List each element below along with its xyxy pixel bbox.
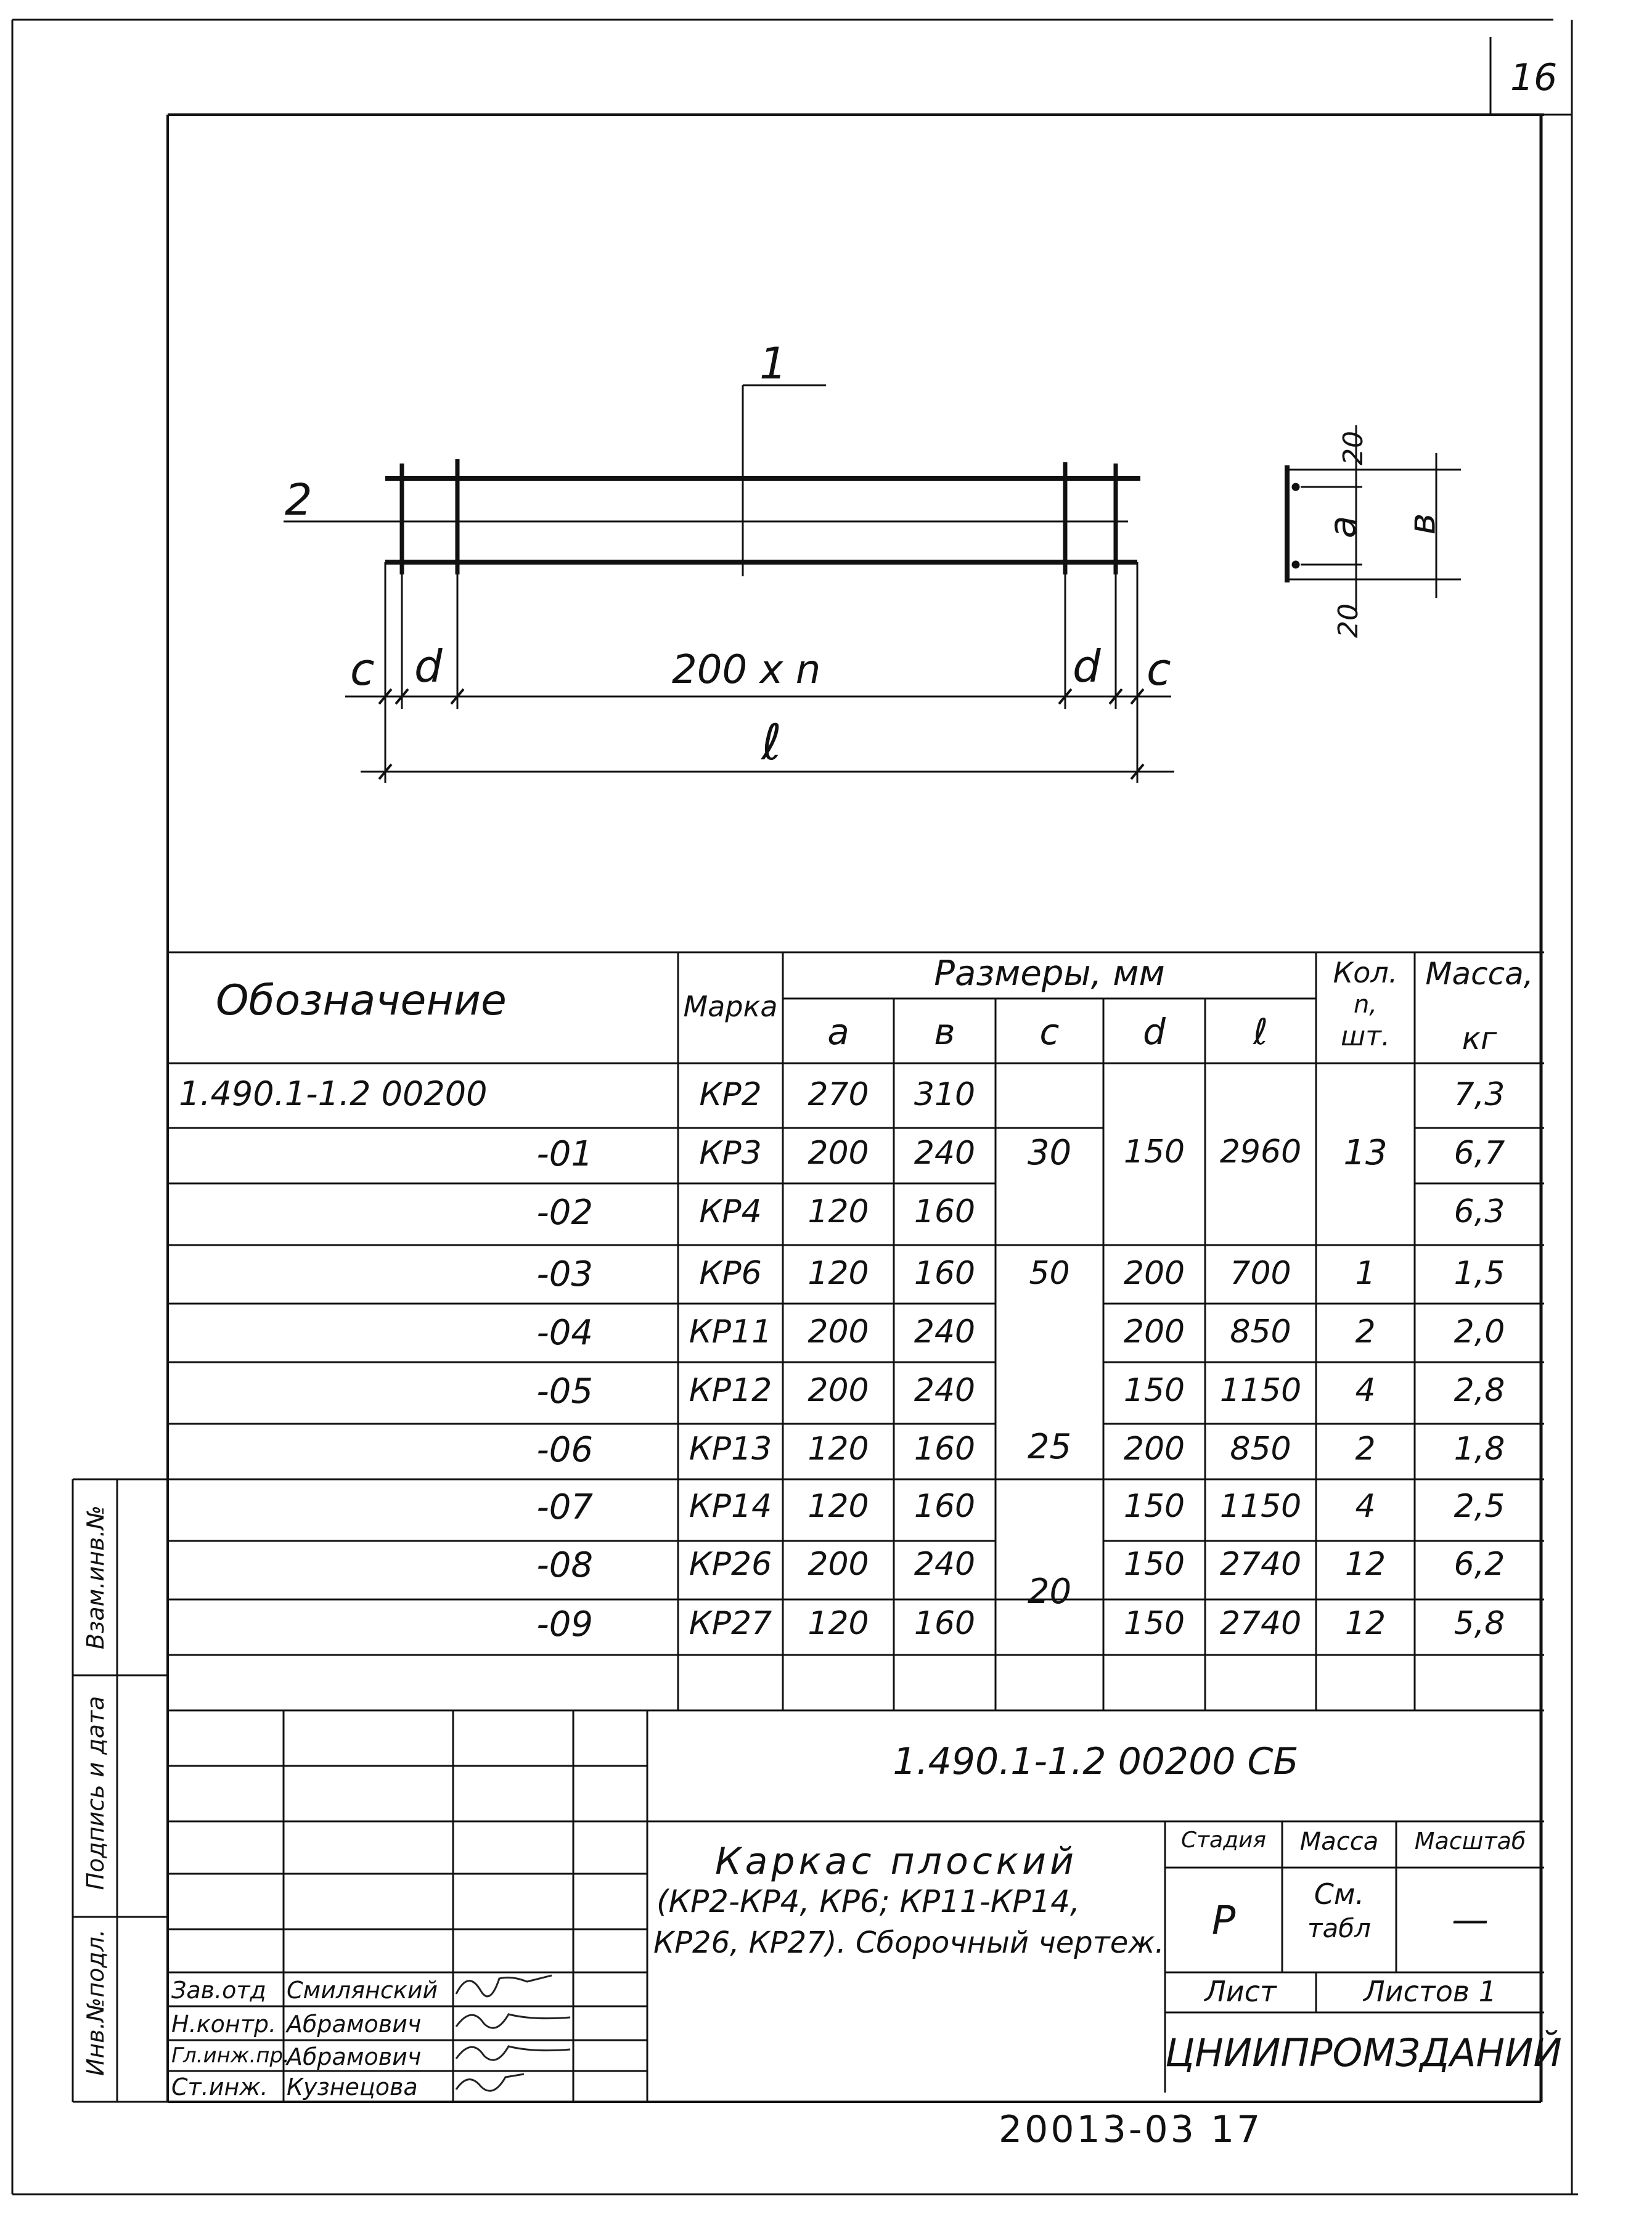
row-l: 1150 [1219, 1488, 1302, 1525]
header-mass-1: Масса, [1425, 956, 1534, 992]
row-n: 2 [1355, 1431, 1376, 1468]
header-count-1: Кол. [1333, 956, 1398, 989]
row-a: 120 [808, 1605, 869, 1642]
row-l: 850 [1230, 1431, 1291, 1468]
header-sizes: Размеры, мм [934, 954, 1165, 994]
stamp-sign-date: Подпись и дата [82, 1696, 109, 1890]
mass-value-2: табл [1307, 1913, 1371, 1943]
dim-d-right: d [1073, 640, 1101, 692]
row-a: 120 [808, 1431, 869, 1468]
row-l: 2740 [1219, 1605, 1302, 1642]
row-mass: 6,2 [1454, 1546, 1505, 1583]
row-designation: -09 [536, 1604, 593, 1644]
row-designation: -05 [536, 1371, 593, 1411]
header-l: ℓ [1253, 1011, 1268, 1053]
row-b: 160 [914, 1193, 976, 1230]
row-mass: 5,8 [1454, 1605, 1505, 1642]
row-mass: 2,8 [1454, 1372, 1505, 1409]
scale-label: Масштаб [1414, 1828, 1526, 1855]
row-mark: КР3 [699, 1135, 762, 1172]
row-a: 120 [808, 1193, 869, 1230]
row-mark: КР27 [689, 1605, 772, 1642]
header-count-2: n, [1353, 991, 1378, 1019]
row-n: 4 [1355, 1488, 1376, 1525]
merged-d-group1: 150 [1123, 1133, 1185, 1170]
footer-code: 20013-03 17 [999, 2108, 1263, 2151]
sign-role: Н.контр. [171, 2011, 277, 2038]
dim-span: 200 x n [672, 647, 821, 693]
stamp-replace-inv: Взам.инв.№ [82, 1505, 109, 1649]
title-line-1: Каркас плоский [715, 1840, 1078, 1883]
row-mark: КР2 [699, 1076, 762, 1113]
row-l: 2740 [1219, 1546, 1302, 1583]
row-l: 850 [1230, 1313, 1291, 1350]
row-mass: 6,3 [1454, 1193, 1505, 1230]
doc-code: 1.490.1-1.2 00200 СБ [893, 1740, 1299, 1783]
row-designation: -06 [536, 1430, 593, 1470]
header-d: d [1143, 1011, 1166, 1053]
row-b: 240 [914, 1546, 976, 1583]
row-d: 150 [1123, 1605, 1185, 1642]
mass-value-1: См. [1314, 1877, 1365, 1911]
stamp-inv-orig: Инв.№подл. [82, 1929, 109, 2077]
row-mark: КР26 [689, 1546, 772, 1583]
row-a: 200 [808, 1135, 869, 1172]
merged-c-group3: 20 [1027, 1572, 1072, 1612]
row-mark: КР13 [689, 1431, 772, 1468]
row-mark: КР4 [699, 1193, 762, 1230]
title-line-2: (КР2-КР4, КР6; КР11-КР14, [656, 1884, 1080, 1919]
row-mass: 2,5 [1454, 1488, 1505, 1525]
row-b: 310 [914, 1076, 976, 1113]
row-d: 150 [1123, 1546, 1185, 1583]
merged-l-group1: 2960 [1219, 1133, 1302, 1170]
sign-role: Ст.инж. [171, 2073, 268, 2101]
row-n: 4 [1355, 1372, 1376, 1409]
mass-label: Масса [1299, 1828, 1379, 1856]
organization: ЦНИИПРОМЗДАНИЙ [1165, 2030, 1562, 2075]
section-a-dim: a [1321, 515, 1365, 539]
stage-value: Р [1211, 1898, 1236, 1944]
sign-role: Гл.инж.пр. [171, 2043, 290, 2068]
row-l: 1150 [1219, 1372, 1302, 1409]
row-a: 270 [808, 1076, 869, 1113]
row-l: 700 [1230, 1255, 1291, 1292]
row-a: 120 [808, 1488, 869, 1525]
row-b: 240 [914, 1135, 976, 1172]
row-b: 160 [914, 1605, 976, 1642]
sheet-label: Лист [1204, 1975, 1277, 2008]
row-b: 160 [914, 1488, 976, 1525]
dim-c-left: c [350, 643, 375, 695]
row-a: 200 [808, 1313, 869, 1350]
row-designation: 1.490.1-1.2 00200 [179, 1074, 488, 1113]
beam-drawing [284, 385, 1174, 783]
row-n: 12 [1344, 1605, 1386, 1642]
sign-name: Смилянский [287, 1977, 438, 2004]
row-mark: КР12 [689, 1372, 772, 1409]
dim-l: ℓ [761, 714, 782, 771]
row-designation: -08 [536, 1545, 593, 1585]
signatures [456, 1975, 570, 2091]
row-a: 200 [808, 1372, 869, 1409]
row-d: 200 [1123, 1255, 1185, 1292]
dim-c-right: c [1147, 643, 1171, 695]
sign-name: Абрамович [287, 2011, 422, 2038]
scale-value: — [1452, 1898, 1489, 1942]
header-count-3: шт. [1341, 1021, 1390, 1052]
row-d: 150 [1123, 1372, 1185, 1409]
sign-role: Зав.отд [171, 1977, 266, 2004]
title-line-3: КР26, КР27). Сборочный чертеж. [653, 1926, 1164, 1960]
row-mass: 7,3 [1454, 1076, 1505, 1113]
row-n: 1 [1355, 1255, 1376, 1292]
row-mass: 1,5 [1454, 1255, 1505, 1292]
row-c: 50 [1029, 1255, 1070, 1292]
header-mark: Марка [683, 990, 778, 1023]
header-a: a [827, 1011, 849, 1053]
merged-n-group1: 13 [1343, 1133, 1388, 1173]
row-mass: 6,7 [1454, 1135, 1505, 1172]
header-designation: Обозначение [216, 976, 507, 1025]
stage-label: Стадия [1180, 1828, 1267, 1853]
section-b-dim: в [1401, 513, 1444, 535]
merged-c-group2: 25 [1027, 1427, 1072, 1467]
row-mass: 2,0 [1454, 1313, 1505, 1350]
row-designation: -07 [536, 1487, 593, 1527]
row-d: 150 [1123, 1488, 1185, 1525]
row-mark: КР11 [689, 1313, 772, 1350]
header-mass-2: кг [1462, 1021, 1497, 1056]
header-b: в [934, 1011, 955, 1053]
row-d: 200 [1123, 1431, 1185, 1468]
merged-c-group1: 30 [1027, 1133, 1072, 1173]
row-d: 200 [1123, 1313, 1185, 1350]
row-designation: -04 [536, 1313, 593, 1353]
row-designation: -02 [536, 1193, 593, 1233]
row-designation: -01 [536, 1134, 593, 1174]
row-mark: КР6 [699, 1255, 762, 1292]
sheet-corner-number: 16 [1510, 56, 1558, 99]
section-top-dim: 20 [1338, 431, 1369, 465]
dim-d-left: d [414, 640, 443, 692]
row-b: 240 [914, 1372, 976, 1409]
sheets-label: Листов 1 [1364, 1975, 1497, 2008]
row-n: 12 [1344, 1546, 1386, 1583]
row-b: 160 [914, 1431, 976, 1468]
row-a: 200 [808, 1546, 869, 1583]
section-bottom-dim: 20 [1333, 603, 1364, 638]
callout-1: 1 [759, 338, 787, 389]
row-mark: КР14 [689, 1488, 772, 1525]
row-designation: -03 [536, 1254, 593, 1294]
callout-2: 2 [285, 475, 313, 525]
row-n: 2 [1355, 1313, 1376, 1350]
row-b: 160 [914, 1255, 976, 1292]
header-c: c [1039, 1011, 1060, 1053]
row-a: 120 [808, 1255, 869, 1292]
row-b: 240 [914, 1313, 976, 1350]
row-mass: 1,8 [1454, 1431, 1505, 1468]
sign-name: Кузнецова [287, 2073, 418, 2101]
sign-name: Абрамович [287, 2043, 422, 2070]
